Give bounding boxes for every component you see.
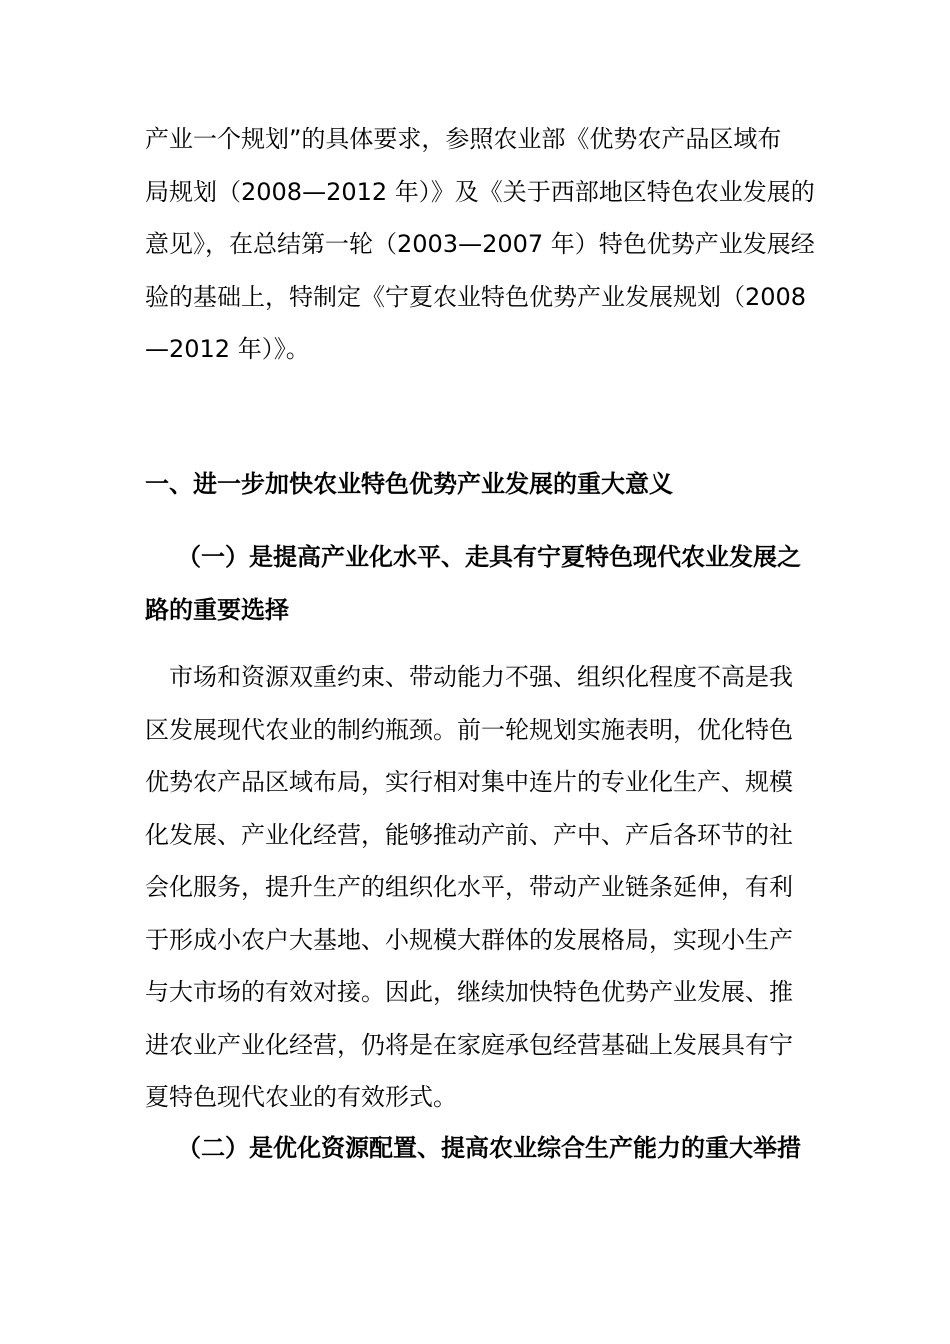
paragraph-line: 区发展现代农业的制约瓶颈。前一轮规划实施表明，优化特色 <box>145 715 793 744</box>
subsection-one-heading-block <box>145 531 810 636</box>
paragraph-line: 产业一个规划”的具体要求，参照农业部《优势农产品区域布 <box>145 125 782 153</box>
paragraph-line: 于形成小农户大基地、小规模大群体的发展格局，实现小生产 <box>145 925 793 954</box>
subsection-one-body <box>145 651 810 1124</box>
subsection-two-heading-block <box>145 1122 810 1175</box>
subsection-heading-line: 路的重要选择 <box>145 595 289 624</box>
paragraph-line: 与大市场的有效对接。因此，继续加快特色优势产业发展、推 <box>145 978 793 1006</box>
paragraph-line: 进农业产业化经营，仍将是在家庭承包经营基础上发展具有宁 <box>145 1030 793 1059</box>
paragraph-line: 市场和资源双重约束、带动能力不强、组织化程度不高是我 <box>169 663 793 691</box>
paragraph-line: 化发展、产业化经营，能够推动产前、产中、产后各环节的社 <box>145 820 793 849</box>
paragraph-line: 优势农产品区域布局，实行相对集中连片的专业化生产、规模 <box>145 768 793 796</box>
paragraph-line: 夏特色现代农业的有效形式。 <box>145 1083 457 1111</box>
paragraph-line: 意见》，在总结第一轮（2003—2007 年）特色优势产业发展经 <box>145 230 815 258</box>
paragraph-line: 会化服务，提升生产的组织化水平，带动产业链条延伸，有利 <box>145 873 793 901</box>
subsection-heading-line: （一）是提高产业化水平、走具有宁夏特色现代农业发展之 <box>177 543 801 571</box>
paragraph-line: 验的基础上，特制定《宁夏农业特色优势产业发展规划（2008 <box>145 282 807 311</box>
intro-paragraph <box>145 113 815 376</box>
section-one-heading-block <box>145 458 810 511</box>
subsection-heading-line: （二）是优化资源配置、提高农业综合生产能力的重大举措 <box>177 1134 801 1162</box>
section-heading: 一、进一步加快农业特色优势产业发展的重大意义 <box>145 470 673 498</box>
paragraph-line: —2012 年）》。 <box>145 335 310 363</box>
paragraph-line: 局规划（2008—2012 年）》及《关于西部地区特色农业发展的 <box>145 177 815 206</box>
